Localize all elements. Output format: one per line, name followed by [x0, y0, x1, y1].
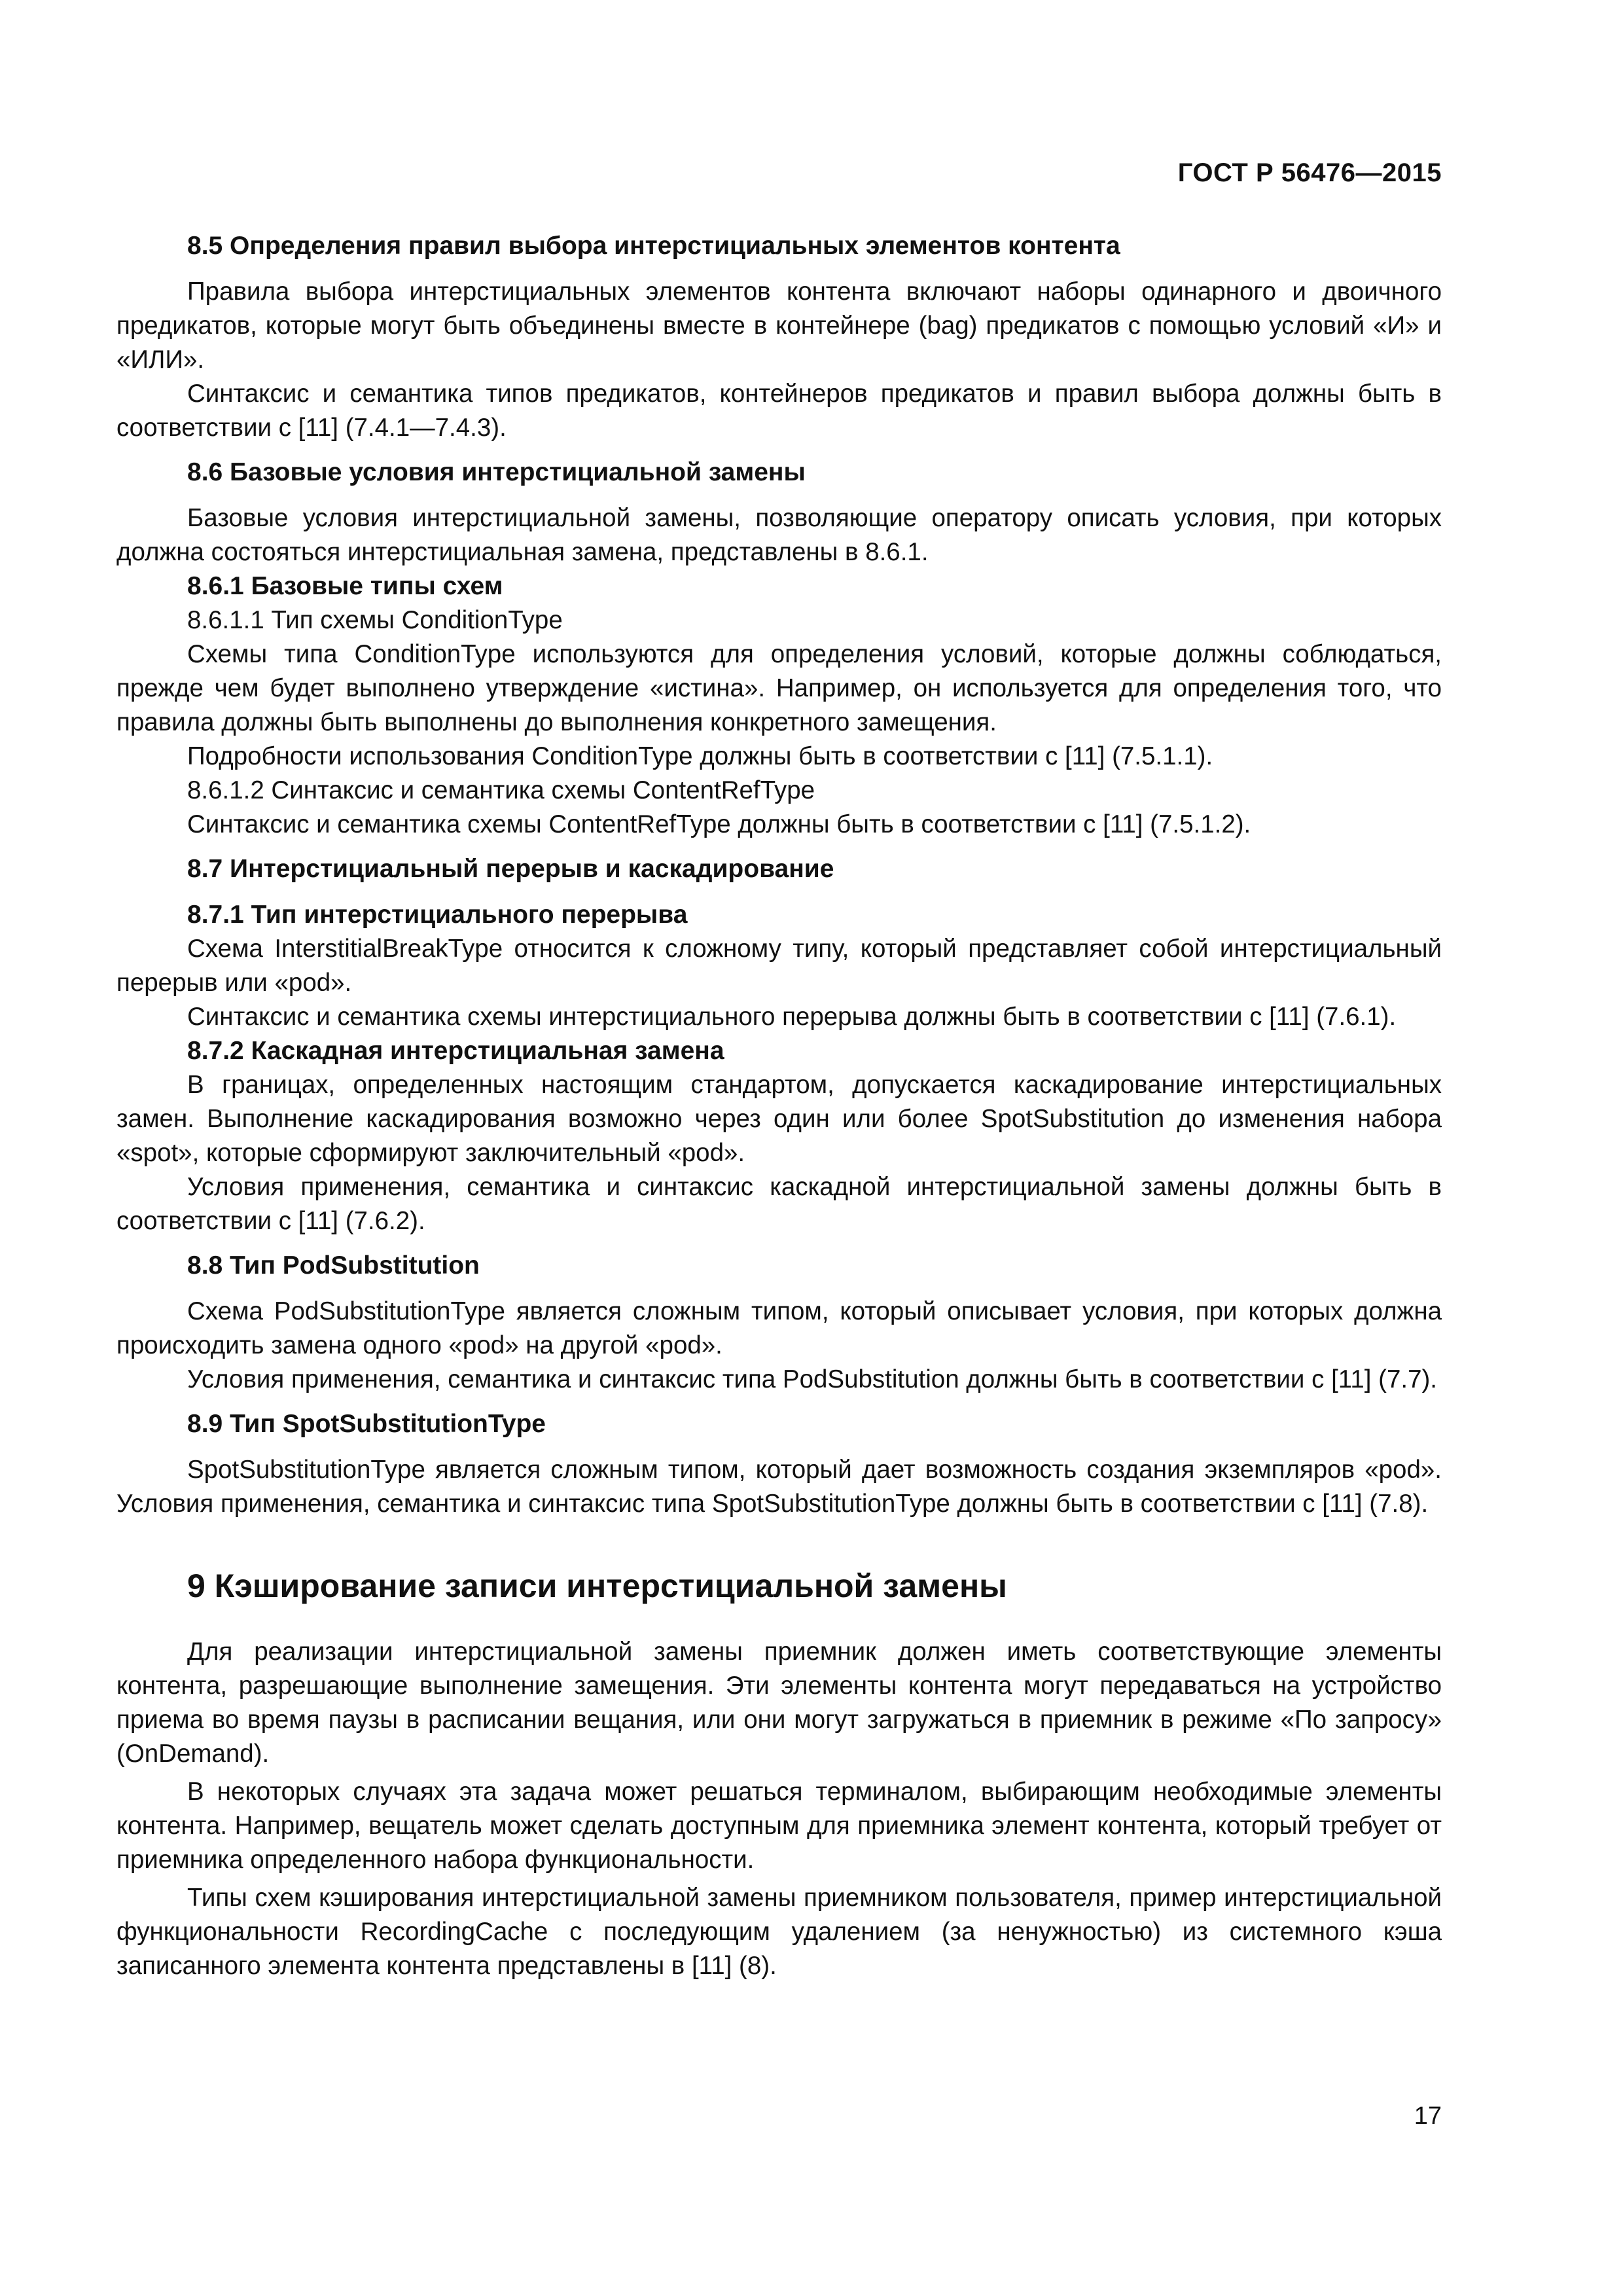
section-8-6-1-1-heading: 8.6.1.1 Тип схемы ConditionType	[187, 606, 563, 634]
section-9-paragraph-2: В некоторых случаях эта задача может решаться терминалом, выбирающим необходимые элементы контента. Например, вещатель может сделать доступным для приемника элемент контента, который требует от приемника определенного набора функциональности.	[116, 1778, 1442, 1874]
section-8-9-heading: 8.9 Тип SpotSubstitutionType	[187, 1410, 546, 1438]
section-8-7-heading: 8.7 Интерстициальный перерыв и каскадирование	[187, 855, 834, 883]
section-9-paragraph-1: Для реализации интерстициальной замены приемник должен иметь соответствующие элементы контента, разрешающие выполнение замещения. Эти элементы контента могут передаваться на устройство приема во время паузы в расписании вещания, или они могут загружаться в приемник в режиме «По запросу» (OnDemand).	[116, 1638, 1442, 1768]
section-8-5-paragraph-2: Синтаксис и семантика типов предикатов, контейнеров предикатов и правил выбора должны быть в соответствии с [11] (7.4.1—7.4.3).	[116, 380, 1442, 442]
section-8-5-paragraph-1: Правила выбора интерстициальных элементов контента включают наборы одинарного и двоичного предикатов, которые могут быть объединены вместе в контейнере (bag) предикатов с помощью условий «И» и «ИЛИ».	[116, 278, 1442, 374]
section-8-6-1-2-heading: 8.6.1.2 Синтаксис и семантика схемы ContentRefType	[187, 776, 815, 804]
section-8-7-paragraph-2: Синтаксис и семантика схемы интерстициального перерыва должны быть в соответствии с [11] (7.6.1).	[187, 1003, 1397, 1031]
section-9-paragraph-3: Типы схем кэширования интерстициальной замены приемником пользователя, пример интерстициальной функциональности RecordingCache с последующим удалением (за ненужностью) из системного кэша записанного элемента контента представлены в [11] (8).	[116, 1884, 1442, 1980]
section-8-7-paragraph-3: В границах, определенных настоящим стандартом, допускается каскадирование интерстициальных замен. Выполнение каскадирования возможно через один или более SpotSubstitution до изменения набора «spot», которые сформируют заключительный «pod».	[116, 1071, 1442, 1167]
document-body	[116, 229, 1442, 1983]
section-8-6-paragraph-3: Подробности использования ConditionType должны быть в соответствии с [11] (7.5.1.1).	[187, 742, 1213, 770]
section-9-heading: 9 Кэширование записи интерстициальной замены	[187, 1568, 1007, 1604]
section-8-6-paragraph-2: Схемы типа ConditionType используются для определения условий, которые должны соблюдаться, прежде чем будет выполнено утверждение «истина». Например, он используется для определения того, что правила должны быть выполнены до выполнения конкретного замещения.	[116, 640, 1442, 736]
section-8-7-1-heading: 8.7.1 Тип интерстициального перерыва	[187, 901, 688, 929]
section-8-7-paragraph-4: Условия применения, семантика и синтаксис каскадной интерстициальной замены должны быть в соответствии с [11] (7.6.2).	[116, 1173, 1442, 1235]
page-number: 17	[1414, 2102, 1442, 2130]
section-8-8-paragraph-1: Схема PodSubstitutionType является сложным типом, который описывает условия, при которых должна происходить замена одного «pod» на другой «pod».	[116, 1297, 1442, 1359]
document-code: ГОСТ Р 56476—2015	[1177, 158, 1442, 187]
section-8-8-paragraph-2: Условия применения, семантика и синтаксис типа PodSubstitution должны быть в соответствии с [11] (7.7).	[187, 1365, 1437, 1393]
section-8-8-heading: 8.8 Тип PodSubstitution	[187, 1251, 480, 1280]
section-8-6-paragraph-1: Базовые условия интерстициальной замены, позволяющие оператору описать условия, при которых должна состояться интерстициальная замена, представлены в 8.6.1.	[116, 504, 1442, 566]
section-8-7-paragraph-1: Схема InterstitialBreakType относится к сложному типу, который представляет собой интерстициальный перерыв или «pod».	[116, 935, 1442, 997]
section-8-9-paragraph-1: SpotSubstitutionType является сложным типом, который дает возможность создания экземпляров «pod». Условия применения, семантика и синтаксис типа SpotSubstitutionType должны быть в соответствии с [11] (7.8).	[116, 1456, 1442, 1518]
section-8-6-1-heading: 8.6.1 Базовые типы схем	[187, 572, 503, 600]
section-8-5-heading: 8.5 Определения правил выбора интерстициальных элементов контента	[187, 232, 1120, 260]
section-8-6-paragraph-4: Синтаксис и семантика схемы ContentRefType должны быть в соответствии с [11] (7.5.1.2).	[187, 810, 1251, 838]
document-page	[116, 0, 1442, 2296]
section-8-7-2-heading: 8.7.2 Каскадная интерстициальная замена	[187, 1037, 724, 1065]
section-8-6-heading: 8.6 Базовые условия интерстициальной замены	[187, 458, 806, 486]
